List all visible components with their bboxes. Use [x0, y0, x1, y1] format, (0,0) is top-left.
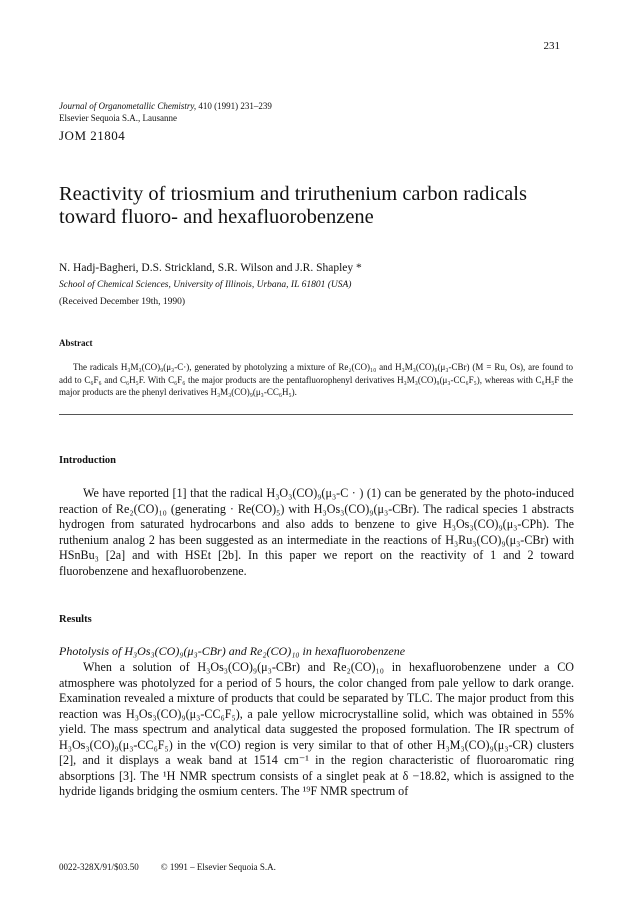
- abstract-text: The radicals H₃M₃(CO)₉(μ₃-C·), generated by photolyzing a mixture of Re₂(CO)₁₀ and H₃M₃(CO)₉(μ₃-CBr) (M = Ru, Os), are found to add to C₆F₆ and C₆H₅F. With C₆F₆ the major products are the pentafluorophenyl derivatives H₃M₃(CO)₉(μ₃-CC₆F₅), whereas with C₆H₅F the major products are the phenyl derivatives H₃M₃(CO)₉(μ₃-CC₆H₅).: [59, 362, 573, 398]
- footer-copyright: © 1991 – Elsevier Sequoia S.A.: [160, 862, 276, 872]
- journal-name: Journal of Organometallic Chemistry,: [59, 101, 197, 111]
- footer: [59, 862, 276, 872]
- publisher: Elsevier Sequoia S.A., Lausanne: [59, 112, 177, 123]
- journal-header: [59, 101, 272, 124]
- abstract-heading: Abstract: [59, 338, 93, 348]
- results-heading: Results: [59, 614, 92, 625]
- paper-title: Reactivity of triosmium and triruthenium carbon radicals toward fluoro- and hexafluorobenzene: [59, 183, 527, 228]
- journal-citation: 410 (1991) 231–239: [198, 101, 272, 111]
- page-number: 231: [543, 40, 560, 52]
- received-date: (Received December 19th, 1990): [59, 297, 186, 307]
- introduction-text: We have reported [1] that the radical H₃O₃(CO)₉(μ₃-C · ) (1) can be generated by the photo-induced reaction of Re₂(CO)₁₀ (generating · Re(CO)₅) with H₃Os₃(CO)₉(μ₃-CBr). The radical species 1 abstracts hydrogen from saturated hydrocarbons and also adds to benzene to give H₃Os₃(CO)₉(μ₃-CPh). The ruthenium analog 2 has been suggested as an intermediate in the reactions of H₃Ru₃(CO)₉(μ₃-CBr) with HSnBu₃ [2a] and with HSEt [2b]. In this paper we report on the reactivity of 1 and 2 toward fluorobenzene and hexafluorobenzene.: [59, 486, 574, 578]
- introduction-heading: Introduction: [59, 455, 116, 466]
- footer-code: 0022-328X/91/$03.50: [59, 862, 139, 872]
- results-subheading: Photolysis of H₃Os₃(CO)₉(μ₃-CBr) and Re₂(CO)₁₀ in hexafluorobenzene: [59, 644, 406, 658]
- jom-code: JOM 21804: [59, 128, 126, 143]
- abstract-divider: [59, 414, 573, 415]
- affiliation: School of Chemical Sciences, University of Illinois, Urbana, IL 61801 (USA): [59, 280, 352, 290]
- authors: N. Hadj-Bagheri, D.S. Strickland, S.R. Wilson and J.R. Shapley *: [59, 262, 362, 274]
- results-text: When a solution of H₃Os₃(CO)₉(μ₃-CBr) and Re₂(CO)₁₀ in hexafluorobenzene under a CO atmosphere was photolyzed for a period of 5 hours, the color changed from pale yellow to dark orange. Examination revealed a mixture of products that could be separated by TLC. The major product from this reaction was H₃Os₃(CO)₉(μ₃-CC₆F₅), a pale yellow microcrystalline solid, which was obtained in 55% yield. The mass spectrum and analytical data suggested the proposed formulation. The IR spectrum of H₃Os₃(CO)₉(μ₃-CC₆F₅) in the ν(CO) region is very similar to that of other H₃M₃(CO)₉(μ₃-CR) clusters [2], and it displays a weak band at 1514 cm⁻¹ in the region characteristic of fluoroaromatic ring absorptions [3]. The ¹H NMR spectrum consists of a singlet peak at δ −18.82, which is assigned to the hydride ligands bridging the osmium centers. The ¹⁹F NMR spectrum of: [59, 660, 574, 798]
